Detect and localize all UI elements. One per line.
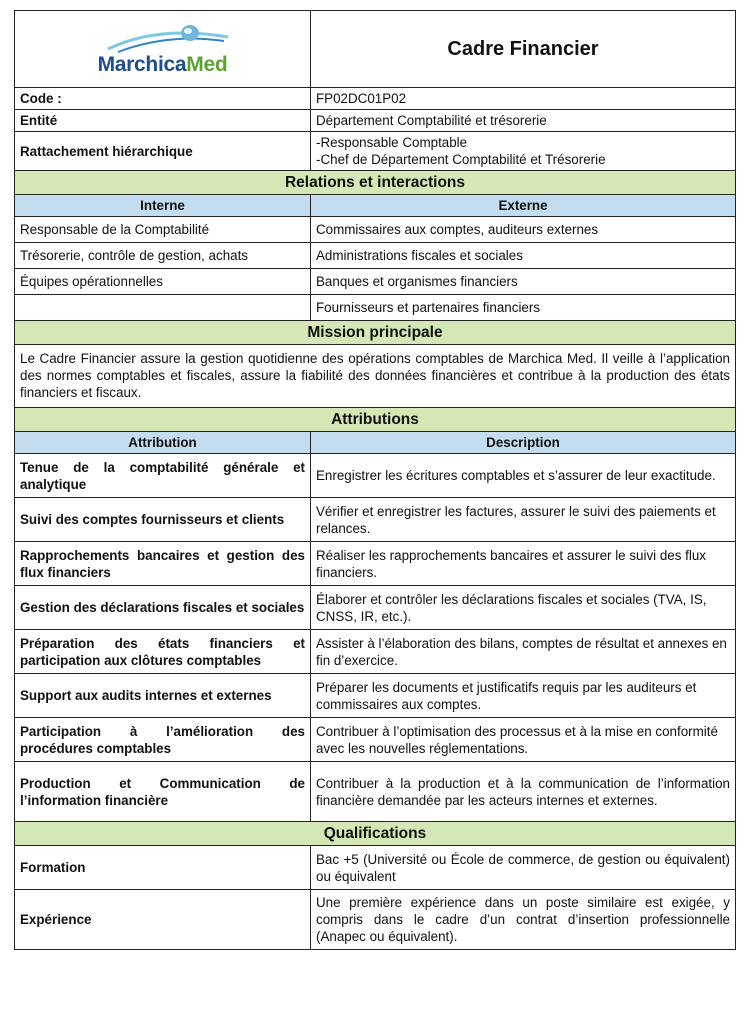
mission-row <box>15 345 736 408</box>
relations-columns <box>15 195 736 217</box>
attribution-cell: Suivi des comptes fournisseurs et clients <box>15 498 311 542</box>
attribution-cell: Support aux audits internes et externes <box>15 674 311 718</box>
qualification-value: Une première expérience dans un poste similaire est exigée, y compris dans le cadre d’un contrat d’insertion professionnelle (Anapec ou équivalent). <box>311 890 736 950</box>
relations-title: Relations et interactions <box>15 171 736 195</box>
code-value: FP02DC01P02 <box>311 88 736 110</box>
description-cell: Préparer les documents et justificatifs requis par les auditeurs et commissaires aux comptes. <box>311 674 736 718</box>
hierarchy-row <box>15 132 736 171</box>
relations-row <box>15 295 736 321</box>
relations-row <box>15 269 736 295</box>
header-row <box>15 11 736 88</box>
attribution-row <box>15 718 736 762</box>
attribution-cell: Tenue de la comptabilité générale et analytique <box>15 454 311 498</box>
column-header-attribution: Attribution <box>15 432 311 454</box>
code-label: Code : <box>15 88 311 110</box>
external-cell: Banques et organismes financiers <box>311 269 736 295</box>
qualification-value: Bac +5 (Université ou École de commerce, de gestion ou équivalent) ou équivalent <box>311 846 736 890</box>
mission-text: Le Cadre Financier assure la gestion quotidienne des opérations comptables de Marchica Med. Il veille à l’application des normes comptables et fiscales, assure la fiabilité des données financières et contribue à la production des états financiers et fiscaux. <box>15 345 736 408</box>
qualifications-section-header <box>15 822 736 846</box>
attribution-row <box>15 762 736 822</box>
description-cell: Enregistrer les écritures comptables et s’assurer de leur exactitude. <box>311 454 736 498</box>
internal-cell: Responsable de la Comptabilité <box>15 217 311 243</box>
hierarchy-value: -Responsable Comptable <box>316 135 468 150</box>
attribution-cell: Rapprochements bancaires et gestion des flux financiers <box>15 542 311 586</box>
attribution-row <box>15 630 736 674</box>
column-header-internal: Interne <box>15 195 311 217</box>
attribution-row <box>15 674 736 718</box>
relations-section-header <box>15 171 736 195</box>
qualifications-title: Qualifications <box>15 822 736 846</box>
marchica-med-logo <box>78 19 248 75</box>
hierarchy-label: Rattachement hiérarchique <box>15 132 311 171</box>
entity-value: Département Comptabilité et trésorerie <box>311 110 736 132</box>
attribution-cell: Production et Communication de l’information financière <box>15 762 311 822</box>
job-description-sheet <box>14 10 736 950</box>
attribution-row <box>15 542 736 586</box>
description-cell: Vérifier et enregistrer les factures, assurer le suivi des paiements et relances. <box>311 498 736 542</box>
external-cell: Commissaires aux comptes, auditeurs externes <box>311 217 736 243</box>
attributions-columns <box>15 432 736 454</box>
description-cell: Contribuer à l’optimisation des processus et à la mise en conformité avec les nouvelles réglementations. <box>311 718 736 762</box>
relations-row <box>15 217 736 243</box>
mission-title: Mission principale <box>15 321 736 345</box>
attribution-row <box>15 498 736 542</box>
column-header-description: Description <box>311 432 736 454</box>
external-cell: Fournisseurs et partenaires financiers <box>311 295 736 321</box>
logo-cell <box>15 11 311 88</box>
internal-cell <box>15 295 311 321</box>
attribution-row <box>15 586 736 630</box>
attributions-title: Attributions <box>15 408 736 432</box>
attribution-row <box>15 454 736 498</box>
internal-cell: Équipes opérationnelles <box>15 269 311 295</box>
relations-row <box>15 243 736 269</box>
qualification-label: Formation <box>15 846 311 890</box>
qualification-row <box>15 890 736 950</box>
job-description-table <box>14 10 736 950</box>
code-row <box>15 88 736 110</box>
hierarchy-values <box>311 132 736 171</box>
attributions-section-header <box>15 408 736 432</box>
qualification-label: Expérience <box>15 890 311 950</box>
column-header-external: Externe <box>311 195 736 217</box>
entity-label: Entité <box>15 110 311 132</box>
qualification-row <box>15 846 736 890</box>
description-cell: Contribuer à la production et à la communication de l’information financière demandée par les acteurs internes et externes. <box>311 762 736 822</box>
internal-cell: Trésorerie, contrôle de gestion, achats <box>15 243 311 269</box>
attribution-cell: Gestion des déclarations fiscales et sociales <box>15 586 311 630</box>
description-cell: Assister à l’élaboration des bilans, comptes de résultat et annexes en fin d’exercice. <box>311 630 736 674</box>
external-cell: Administrations fiscales et sociales <box>311 243 736 269</box>
attribution-cell: Préparation des états financiers et participation aux clôtures comptables <box>15 630 311 674</box>
attribution-cell: Participation à l’amélioration des procédures comptables <box>15 718 311 762</box>
logo-wordmark: MarchicaMed <box>97 53 228 76</box>
hierarchy-value: -Chef de Département Comptabilité et Trésorerie <box>316 152 606 167</box>
description-cell: Réaliser les rapprochements bancaires et assurer le suivi des flux financiers. <box>311 542 736 586</box>
description-cell: Élaborer et contrôler les déclarations fiscales et sociales (TVA, IS, CNSS, IR, etc.). <box>311 586 736 630</box>
page-title: Cadre Financier <box>311 11 736 88</box>
entity-row <box>15 110 736 132</box>
mission-section-header <box>15 321 736 345</box>
